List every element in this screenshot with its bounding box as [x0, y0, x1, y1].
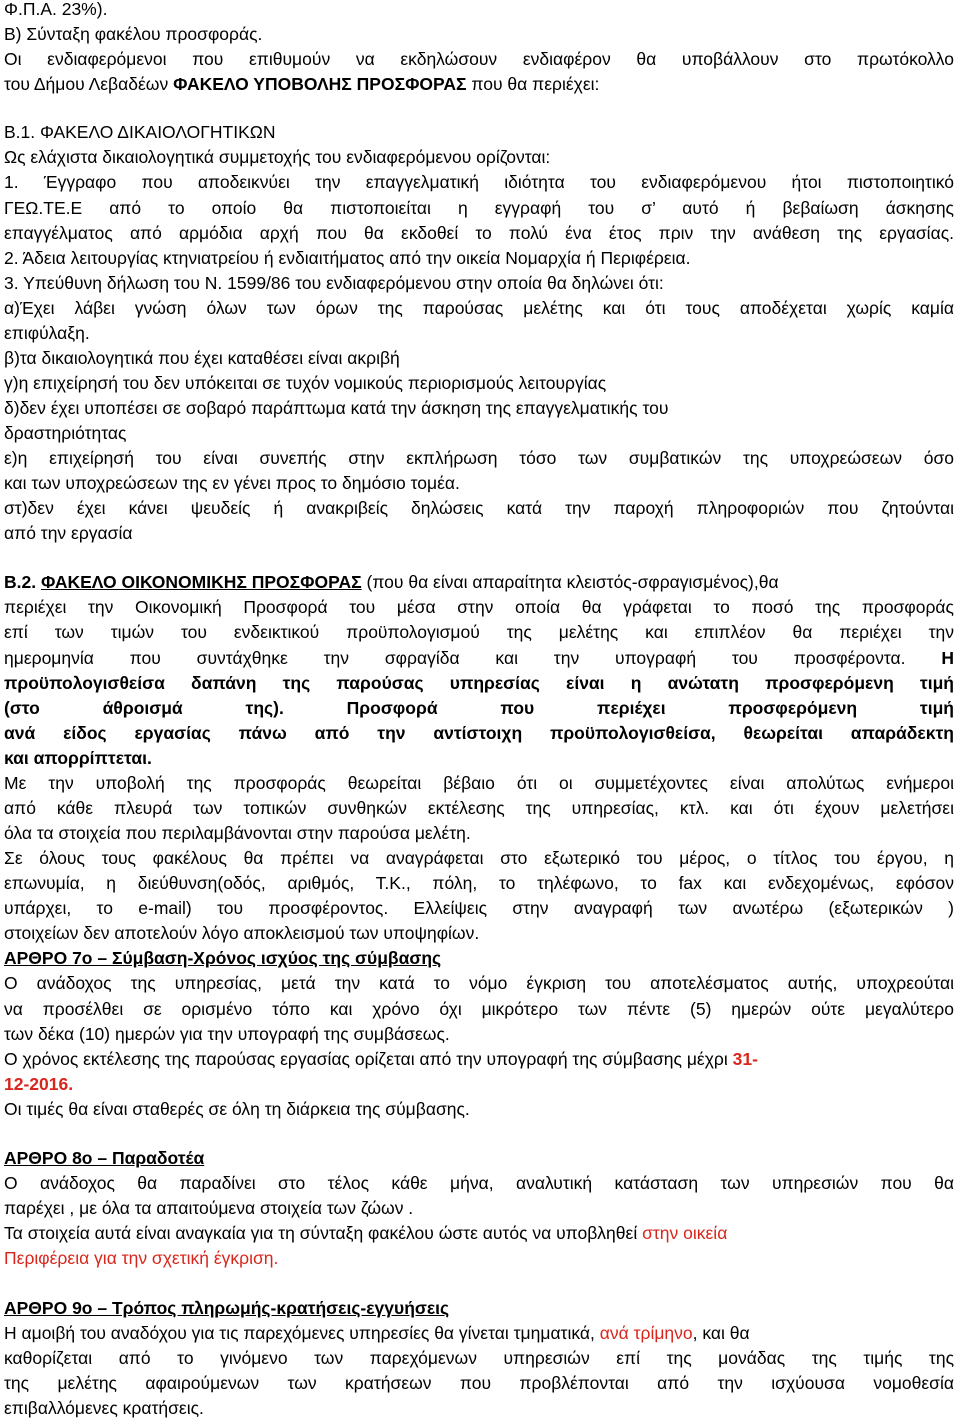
paragraph-line: επαγγέλματος από αρμόδια αρχή που θα εκδοθεί το πολύ ένα έτος πριν την ανάθεση της εργασίας.: [4, 223, 954, 243]
bold-span: ΦΑΚΕΛΟ ΥΠΟΒΟΛΗΣ ΠΡΟΣΦΟΡΑΣ: [173, 74, 467, 94]
paragraph-line: [4, 1221, 954, 1245]
paragraph-line: παρέχει , με όλα τα απαιτούμενα στοιχεία των ζώων .: [4, 1198, 414, 1218]
paragraph-line: Ως ελάχιστα δικαιολογητικά συμμετοχής του ενδιαφερόμενου ορίζονται:: [4, 147, 551, 167]
paragraph-line: Με την υποβολή της προσφοράς θεωρείται βέβαιο ότι οι συμμετέχοντες είναι απολύτως ενήμεροι: [4, 773, 954, 793]
paragraph-line: [4, 1047, 954, 1071]
list-item: στ)δεν έχει κάνει ψευδείς ή ανακριβείς δηλώσεις κατά την παροχή πληροφοριών που ζητούνται: [4, 498, 954, 518]
section-heading: B) Σύνταξη φακέλου προσφοράς.: [4, 24, 263, 44]
highlighted-text: στην οικεία: [642, 1223, 728, 1243]
paragraph-line: Ο ανάδοχος θα παραδίνει στο τέλος κάθε μήνα, αναλυτική κατάσταση των υπηρεσιών που θα: [4, 1173, 954, 1193]
article-heading: ΑΡΘΡΟ 7ο – Σύμβαση-Χρόνος ισχύος της σύμβασης: [4, 948, 442, 968]
list-item: ε)η επιχείρησή του είναι συνεπής στην εκπλήρωση τόσο των συμβατικών της υποχρεώσεων όσο: [4, 448, 954, 468]
list-item: 3. Υπεύθυνη δήλωση του Ν. 1599/86 του ενδιαφερόμενου στην οποία θα δηλώνει ότι:: [4, 273, 664, 293]
paragraph-line: επιβαλλόμενες κρατήσεις.: [4, 1398, 204, 1418]
list-item: β)τα δικαιολογητικά που έχει καταθέσει είναι ακριβή: [4, 348, 400, 368]
paragraph-line: Οι ενδιαφερόμενοι που επιθυμούν να εκδηλώσουν ενδιαφέρον θα υποβάλλουν στο πρωτόκολλο: [4, 49, 954, 69]
list-item: 2. Άδεια λειτουργίας κτηνιατρείου ή ενδιαιτήματος από την οικεία Νομαρχία ή Περιφέρεια.: [4, 248, 691, 268]
paragraph-line: όλα τα στοιχεία που περιλαμβάνονται στην παρούσα μελέτη.: [4, 823, 471, 843]
paragraph-line: και των υποχρεώσεων της εν γένει προς το δημόσιο τομέα.: [4, 473, 460, 493]
paragraph-line: των δέκα (10) ημερών για την υπογραφή της συμβάσεως.: [4, 1024, 450, 1044]
paragraph-line: ανά είδος εργασίας πάνω από την αντίστοιχη προϋπολογισθείσα, θεωρείται απαράδεκτη: [4, 723, 954, 743]
paragraph-line: και απορρίπτεται.: [4, 748, 152, 768]
paragraph-line: επιφύλαξη.: [4, 323, 90, 343]
paragraph-line: [4, 72, 954, 96]
text-span: ημερομηνία που συντάχθηκε την σφραγίδα και την υπογραφή του προσφέροντα.: [4, 648, 906, 668]
paragraph-line: προϋπολογισθείσα δαπάνη της παρούσας υπηρεσίας είναι η ανώτατη προσφερόμενη τιμή: [4, 673, 954, 693]
bold-span: B.2.: [4, 572, 41, 592]
list-item: γ)η επιχείρησή του δεν υπόκειται σε τυχόν νομικούς περιορισμούς λειτουργίας: [4, 373, 607, 393]
paragraph-line: [4, 570, 954, 594]
bold-span: Η: [941, 648, 954, 668]
paragraph-line: περιέχει την Οικονομική Προσφορά του μέσα στην οποία θα γράφεται το ποσό της προσφοράς: [4, 597, 954, 617]
list-item: δ)δεν έχει υποπέσει σε σοβαρό παράπτωμα κατά την άσκηση της επαγγελματικής του: [4, 398, 669, 418]
paragraph-line: Σε όλους τους φακέλους θα πρέπει να αναγράφεται στο εξωτερικό του μέρος, ο τίτλος του έργου, η: [4, 848, 954, 868]
highlighted-text: ανά τρίμηνο: [599, 1323, 693, 1343]
paragraph-line: να προσέλθει σε ορισμένο τόπο και χρόνο όχι μικρότερο των πέντε (5) ημερών ούτε μεγαλύτερο: [4, 999, 954, 1019]
deadline-date: 12-2016.: [4, 1074, 74, 1094]
paragraph-line: της μελέτης αφαιρούμενων των κρατήσεων που προβλέπονται από την ισχύουσα νομοθεσία: [4, 1373, 954, 1393]
text-span: Ο χρόνος εκτέλεσης της παρούσας εργασίας ορίζεται από την υπογραφή της σύμβασης μέχρι: [4, 1049, 733, 1069]
paragraph-line: από κάθε πλευρά των τοπικών συνθηκών εκτέλεσης της υπηρεσίας, κτλ. και ότι έχουν μελετήσει: [4, 798, 954, 818]
highlighted-text: Περιφέρεια για την σχετική έγκριση.: [4, 1248, 279, 1268]
text-span: Η αμοιβή του αναδόχου για τις παρεχόμενες υπηρεσίες θα γίνεται τμηματικά,: [4, 1323, 600, 1343]
paragraph-line: καθορίζεται από το γινόμενο των παρεχόμενων υπηρεσιών επί της μονάδας της τιμής της: [4, 1348, 954, 1368]
paragraph-line: Οι τιμές θα είναι σταθερές σε όλη τη διάρκεια της σύμβασης.: [4, 1099, 470, 1119]
section-heading: B.1. ΦΑΚΕΛΟ ΔΙΚΑΙΟΛΟΓΗΤΙΚΩΝ: [4, 122, 276, 142]
underlined-heading: ΦΑΚΕΛΟ ΟΙΚΟΝΟΜΙΚΗΣ ΠΡΟΣΦΟΡΑΣ: [40, 572, 362, 592]
paragraph-line: υπάρχει, το e-mail) του προσφέροντος. Ελλείψεις στην αναγραφή των ανωτέρω (εξωτερικών ): [4, 898, 954, 918]
paragraph-line: από την εργασία: [4, 523, 133, 543]
paragraph-line: [4, 1321, 954, 1345]
text-span: που θα περιέχει:: [466, 74, 600, 94]
paragraph-line: επί των τιμών του ενδεικτικού προϋπολογισμού της μελέτης και επιπλέον θα περιέχει την: [4, 622, 954, 642]
text-span: (που θα είναι απαραίτητα κλειστός-σφραγισμένος),θα: [361, 572, 779, 592]
text-line: Φ.Π.Α. 23%).: [4, 0, 108, 19]
paragraph-line: α)Έχει λάβει γνώση όλων των όρων της παρούσας μελέτης και ότι τους αποδέχεται χωρίς καμία: [4, 298, 954, 318]
deadline-date: 31-: [732, 1049, 758, 1069]
text-span: Τα στοιχεία αυτά είναι αναγκαία για τη σύνταξη φακέλου ώστε αυτός να υποβληθεί: [4, 1223, 643, 1243]
paragraph-line: ΓΕΩ.ΤΕ.Ε από το οποίο θα πιστοποιείται η εγγραφή του σ’ αυτό ή βεβαίωση άσκησης: [4, 198, 954, 218]
article-heading: ΑΡΘΡΟ 8ο – Παραδοτέα: [4, 1148, 205, 1168]
paragraph-line: επωνυμία, η διεύθυνση(οδός, αριθμός, Τ.Κ., πόλη, το τηλέφωνο, το fax και ενδεχομένως, εφόσον: [4, 873, 954, 893]
paragraph-line: δραστηριότητας: [4, 423, 127, 443]
text-span: του Δήμου Λεβαδέων: [4, 74, 174, 94]
paragraph-line: (στο άθροισμά της). Προσφορά που περιέχει προσφερόμενη τιμή: [4, 698, 954, 718]
article-heading: ΑΡΘΡΟ 9ο – Τρόπος πληρωμής-κρατήσεις-εγγυήσεις: [4, 1298, 450, 1318]
paragraph-line: [4, 646, 954, 670]
paragraph-line: στοιχείων δεν αποτελούν λόγο αποκλεισμού των υποψηφίων.: [4, 923, 480, 943]
text-span: , και θα: [692, 1323, 750, 1343]
paragraph-line: Ο ανάδοχος της υπηρεσίας, μετά την κατά το νόμο έγκριση του αποτελέσματος αυτής, υποχρεούται: [4, 973, 954, 993]
paragraph-line: 1. Έγγραφο που αποδεικνύει την επαγγελματική ιδιότητα του ενδιαφερόμενου ήτοι πιστοποιητικό: [4, 172, 954, 192]
